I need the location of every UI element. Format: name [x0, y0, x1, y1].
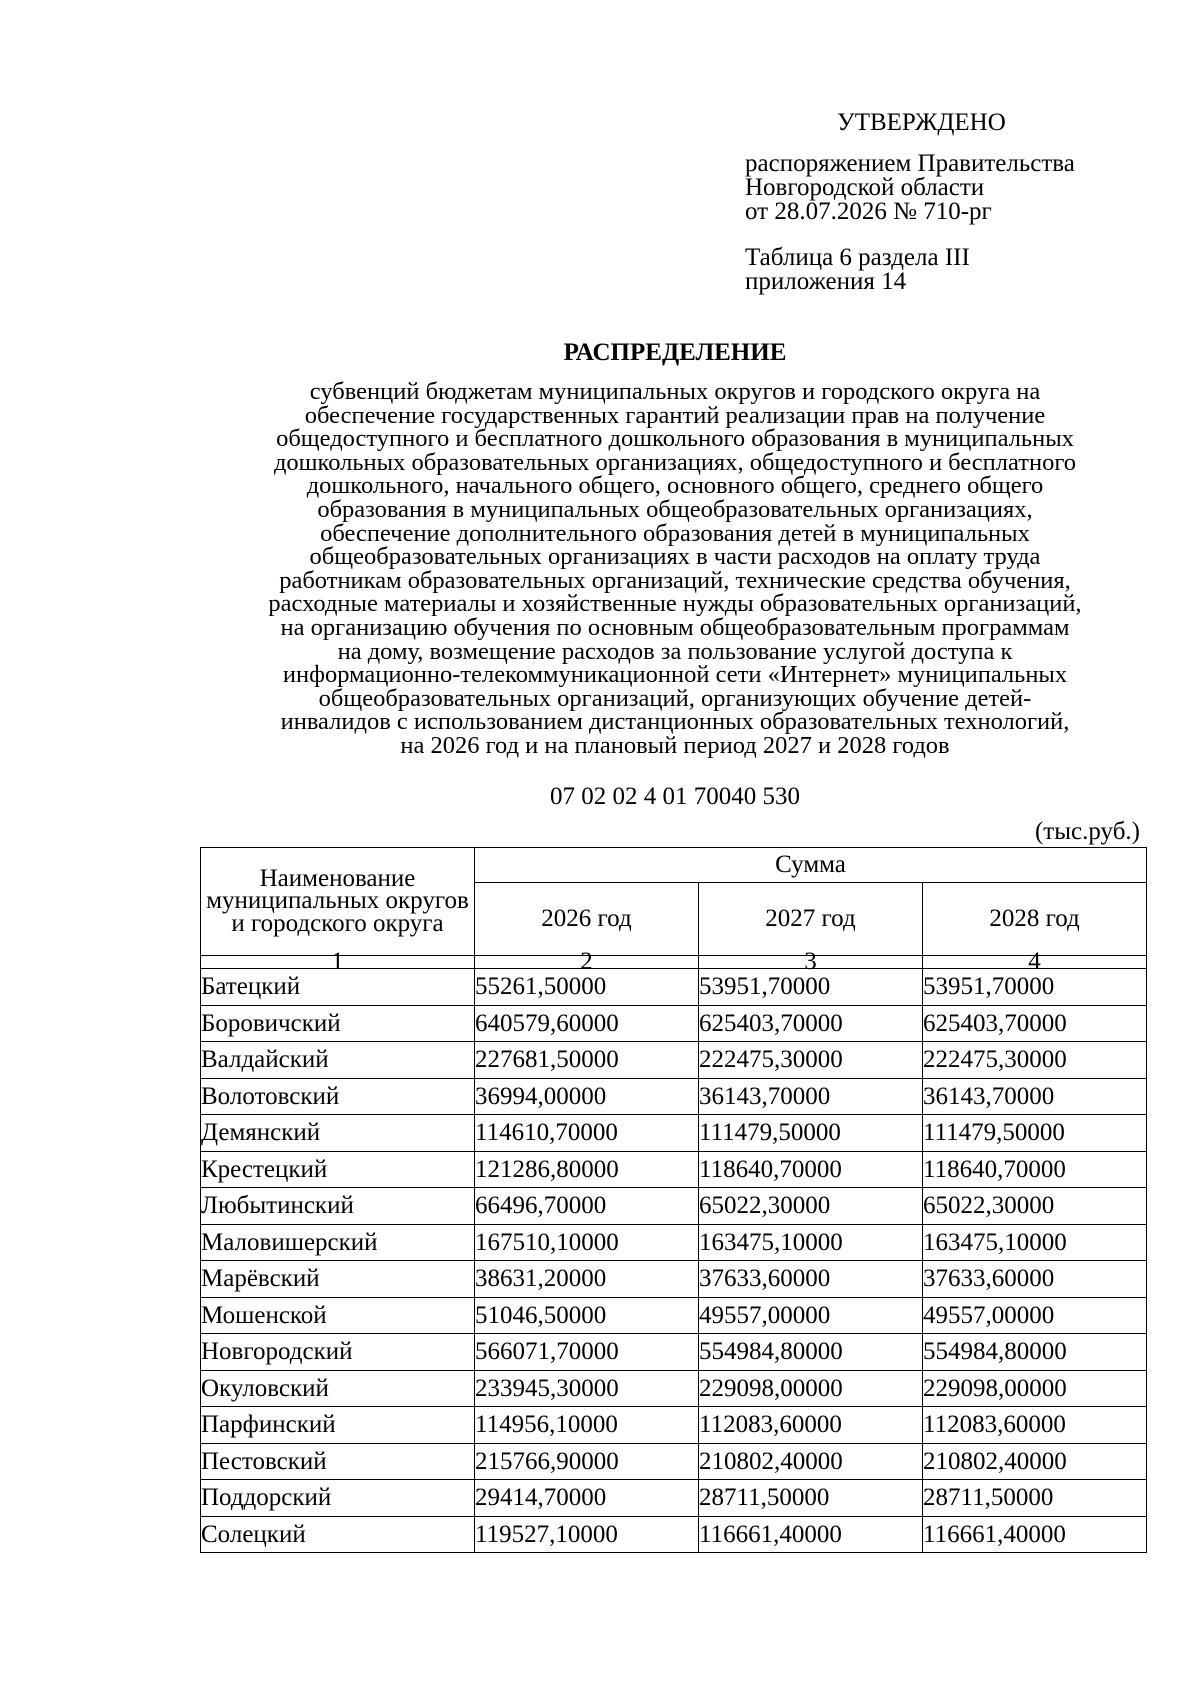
district-name-cell: Боровичский — [201, 1005, 475, 1042]
amount-2027-cell: 28711,50000 — [699, 1480, 923, 1517]
column-number: 3 — [699, 956, 923, 969]
table-row — [201, 1443, 1147, 1480]
amount-2027-cell: 554984,80000 — [699, 1334, 923, 1371]
subtitle-line: дошкольного, начального общего, основного общего, среднего общего — [306, 472, 1044, 500]
approval-stamp — [745, 108, 1165, 294]
district-name-cell: Поддорский — [201, 1480, 475, 1517]
amount-2028-cell: 28711,50000 — [923, 1480, 1147, 1517]
amount-2027-cell: 65022,30000 — [699, 1188, 923, 1225]
column-header-2026: 2026 год — [475, 883, 699, 956]
amount-2028-cell: 554984,80000 — [923, 1334, 1147, 1371]
amount-2026-cell: 114956,10000 — [475, 1407, 699, 1444]
subtitle-line: общеобразовательных организаций, организующих обучение детей- — [318, 684, 1032, 712]
table-row — [201, 1297, 1147, 1334]
amount-2026-cell: 114610,70000 — [475, 1115, 699, 1152]
amount-2028-cell: 229098,00000 — [923, 1370, 1147, 1407]
subtitle-line: на дому, возмещение расходов за пользование услугой доступа к — [337, 637, 1013, 665]
amount-2026-cell: 227681,50000 — [475, 1042, 699, 1079]
amount-2027-cell: 53951,70000 — [699, 969, 923, 1006]
amount-2028-cell: 118640,70000 — [923, 1151, 1147, 1188]
table-row — [201, 1334, 1147, 1371]
amount-2028-cell: 625403,70000 — [923, 1005, 1147, 1042]
amount-2026-cell: 215766,90000 — [475, 1443, 699, 1480]
amount-2027-cell: 222475,30000 — [699, 1042, 923, 1079]
column-number: 2 — [475, 956, 699, 969]
document-subtitle — [190, 380, 1160, 758]
amount-2028-cell: 112083,60000 — [923, 1407, 1147, 1444]
amount-2028-cell: 210802,40000 — [923, 1443, 1147, 1480]
district-name-cell: Парфинский — [201, 1407, 475, 1444]
amount-2027-cell: 36143,70000 — [699, 1078, 923, 1115]
district-name-cell: Пестовский — [201, 1443, 475, 1480]
subtitle-line: субвенций бюджетам муниципальных округов и городского округа на — [309, 378, 1041, 405]
amount-2028-cell: 116661,40000 — [923, 1516, 1147, 1553]
amount-2026-cell: 55261,50000 — [475, 969, 699, 1006]
table-row — [201, 1407, 1147, 1444]
amount-2026-cell: 121286,80000 — [475, 1151, 699, 1188]
approval-line-2: Новгородской области — [745, 174, 985, 201]
column-header-name: Наименование муниципальных округов и городского округа — [201, 848, 475, 956]
subtitle-line: на организацию обучения по основным общеобразовательным программам — [280, 613, 1070, 641]
district-name-cell: Волотовский — [201, 1078, 475, 1115]
table-row — [201, 1480, 1147, 1517]
subtitle-line: обеспечение дополнительного образования детей в муниципальных — [320, 519, 1030, 547]
subtitle-line: расходные материалы и хозяйственные нужды образовательных организаций, — [268, 590, 1082, 618]
subtitle-line: информационно-телекоммуникационной сети «Интернет» муниципальных — [282, 661, 1068, 689]
district-name-cell: Крестецкий — [201, 1151, 475, 1188]
amount-2026-cell: 640579,60000 — [475, 1005, 699, 1042]
amount-2028-cell: 163475,10000 — [923, 1224, 1147, 1261]
amount-2027-cell: 37633,60000 — [699, 1261, 923, 1298]
subtitle-line: на 2026 год и на плановый период 2027 и 2028 годов — [400, 731, 950, 759]
amount-2028-cell: 53951,70000 — [923, 969, 1147, 1006]
amount-2028-cell: 36143,70000 — [923, 1078, 1147, 1115]
subtitle-line: общеобразовательных организациях в части расходов на оплату труда — [309, 543, 1041, 571]
amount-2026-cell: 66496,70000 — [475, 1188, 699, 1225]
subtitle-line: образования в муниципальных общеобразовательных организациях, — [317, 495, 1033, 523]
amount-2028-cell: 37633,60000 — [923, 1261, 1147, 1298]
spacer — [745, 224, 1165, 246]
district-name-cell: Валдайский — [201, 1042, 475, 1079]
amount-2027-cell: 116661,40000 — [699, 1516, 923, 1553]
table-row — [201, 1261, 1147, 1298]
document-title: РАСПРЕДЕЛЕНИЕ — [563, 339, 787, 366]
subtitle-line: обеспечение государственных гарантий реализации прав на получение — [304, 401, 1046, 429]
district-name-cell: Солецкий — [201, 1516, 475, 1553]
table-reference-2: приложения 14 — [745, 268, 907, 295]
district-name-cell: Новгородский — [201, 1334, 475, 1371]
subtitle-line: дошкольных образовательных организациях, общедоступного и бесплатного — [273, 448, 1077, 476]
column-header-sum: Сумма — [475, 848, 1147, 883]
table-body — [201, 969, 1147, 1553]
amount-2027-cell: 229098,00000 — [699, 1370, 923, 1407]
district-name-cell: Марёвский — [201, 1261, 475, 1298]
district-name-cell: Демянский — [201, 1115, 475, 1152]
table-row — [201, 1151, 1147, 1188]
approval-line-1: распоряжением Правительства — [745, 150, 1075, 177]
approval-title: УТВЕРЖДЕНО — [837, 109, 1006, 136]
amount-2028-cell: 222475,30000 — [923, 1042, 1147, 1079]
column-header-2027: 2027 год — [699, 883, 923, 956]
budget-code: 07 02 02 4 01 70040 530 — [550, 783, 800, 810]
amount-2026-cell: 233945,30000 — [475, 1370, 699, 1407]
units-label: (тыс.руб.) — [1034, 818, 1140, 845]
table-row — [201, 1370, 1147, 1407]
district-name-cell: Батецкий — [201, 969, 475, 1006]
approval-line-3: от 28.07.2026 № 710-рг — [745, 198, 992, 225]
amount-2027-cell: 625403,70000 — [699, 1005, 923, 1042]
amount-2026-cell: 51046,50000 — [475, 1297, 699, 1334]
table-row — [201, 1516, 1147, 1553]
district-name-cell: Маловишерский — [201, 1224, 475, 1261]
amount-2026-cell: 167510,10000 — [475, 1224, 699, 1261]
table-row — [201, 1115, 1147, 1152]
subtitle-line: работникам образовательных организаций, технические средства обучения, — [279, 566, 1071, 594]
amount-2028-cell: 49557,00000 — [923, 1297, 1147, 1334]
table-row — [201, 1078, 1147, 1115]
amount-2027-cell: 163475,10000 — [699, 1224, 923, 1261]
amount-2027-cell: 112083,60000 — [699, 1407, 923, 1444]
column-number: 4 — [923, 956, 1147, 969]
amount-2026-cell: 566071,70000 — [475, 1334, 699, 1371]
subtitle-line: общедоступного и бесплатного дошкольного образования в муниципальных — [276, 425, 1074, 453]
column-header-2028: 2028 год — [923, 883, 1147, 956]
amount-2028-cell: 111479,50000 — [923, 1115, 1147, 1152]
district-name-cell: Любытинский — [201, 1188, 475, 1225]
subtitle-line: инвалидов с использованием дистанционных образовательных технологий, — [280, 708, 1070, 736]
table-row — [201, 1042, 1147, 1079]
table-row — [201, 1224, 1147, 1261]
table-row — [201, 1005, 1147, 1042]
amount-2026-cell: 38631,20000 — [475, 1261, 699, 1298]
column-number: 1 — [201, 956, 475, 969]
amount-2027-cell: 111479,50000 — [699, 1115, 923, 1152]
amount-2026-cell: 36994,00000 — [475, 1078, 699, 1115]
amount-2026-cell: 119527,10000 — [475, 1516, 699, 1553]
district-name-cell: Окуловский — [201, 1370, 475, 1407]
amount-2027-cell: 210802,40000 — [699, 1443, 923, 1480]
amount-2028-cell: 65022,30000 — [923, 1188, 1147, 1225]
amount-2026-cell: 29414,70000 — [475, 1480, 699, 1517]
budget-table — [200, 847, 1147, 1553]
amount-2027-cell: 49557,00000 — [699, 1297, 923, 1334]
table-reference-1: Таблица 6 раздела III — [745, 244, 970, 271]
amount-2027-cell: 118640,70000 — [699, 1151, 923, 1188]
table-row — [201, 1188, 1147, 1225]
district-name-cell: Мошенской — [201, 1297, 475, 1334]
